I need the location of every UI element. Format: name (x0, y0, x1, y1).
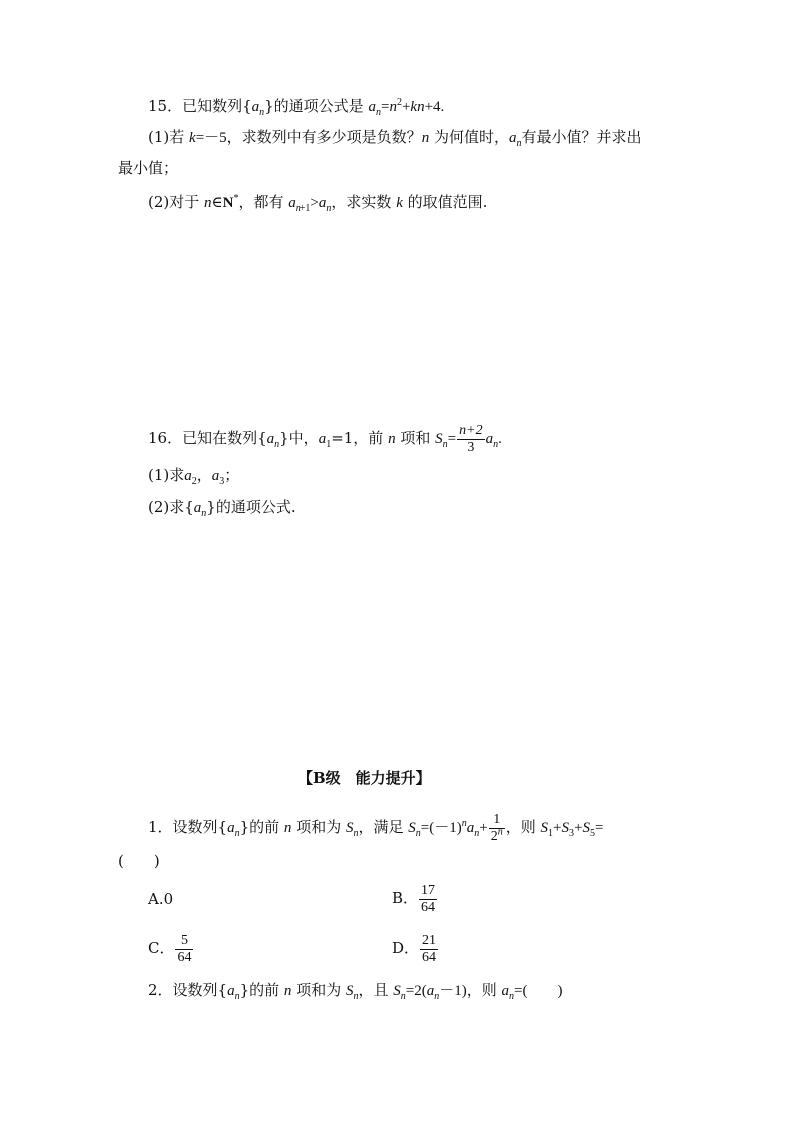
b2-stem: 2．设数列$\{a_n\}$的前 n 项和为 $S_n$，且 $S_n=2(a_n-1)$，则 $a_n=$( ) (148, 981, 563, 1002)
problem-16-part-2: (2)求$\{a_n\}$的通项公式. (148, 498, 296, 519)
b1-answer-paren: ( ) (118, 852, 160, 870)
problem-16-part-1: (1)求$a_2$，$a_3$； (148, 466, 240, 487)
b1-stem: 1．设数列$\{a_n\}$的前 n 项和为 $S_n$，满足 $S_n=(-1)^na_n+$ $\frac{1}{2^n}$ ，则 $S_1+S_3+S_5=$ (148, 811, 604, 844)
b1-option-a: A.0 (148, 890, 174, 908)
b1-option-b: B． $\frac{17}{64}$ (392, 882, 436, 915)
b1-fraction: $\frac{1}{2^n}$ (490, 811, 503, 844)
problem-15-part-1: (1)若 k=－5，求数列中有多少项是负数？n 为何值时，$a_n$有最小值？并求出 (148, 128, 642, 149)
b1-option-d: D． $\frac{21}{64}$ (392, 932, 437, 965)
problem-15-part-1-cont: 最小值； (118, 159, 179, 177)
section-b-title: 【B级 能力提升】 (298, 769, 431, 787)
problem-16-fraction: $\frac{n+2}{3}$ (459, 422, 483, 455)
problem-15-part-2: (2)对于 n∈N*，都有 $a_{n+1}>a_n$，求实数 k 的取值范围. (148, 193, 488, 214)
b1-option-c: C． $\frac{5}{64}$ (148, 932, 192, 965)
problem-15-stem: 15．已知数列$\{a_n\}$的通项公式是 $a_n=n^2+kn+4$. (148, 97, 445, 118)
problem-16-stem: 16．已知在数列$\{a_n\}$中，$a_1=1$，前 n 项和 $S_n=$ $\frac{n+2}{3}$ $a_n$. (148, 422, 502, 455)
